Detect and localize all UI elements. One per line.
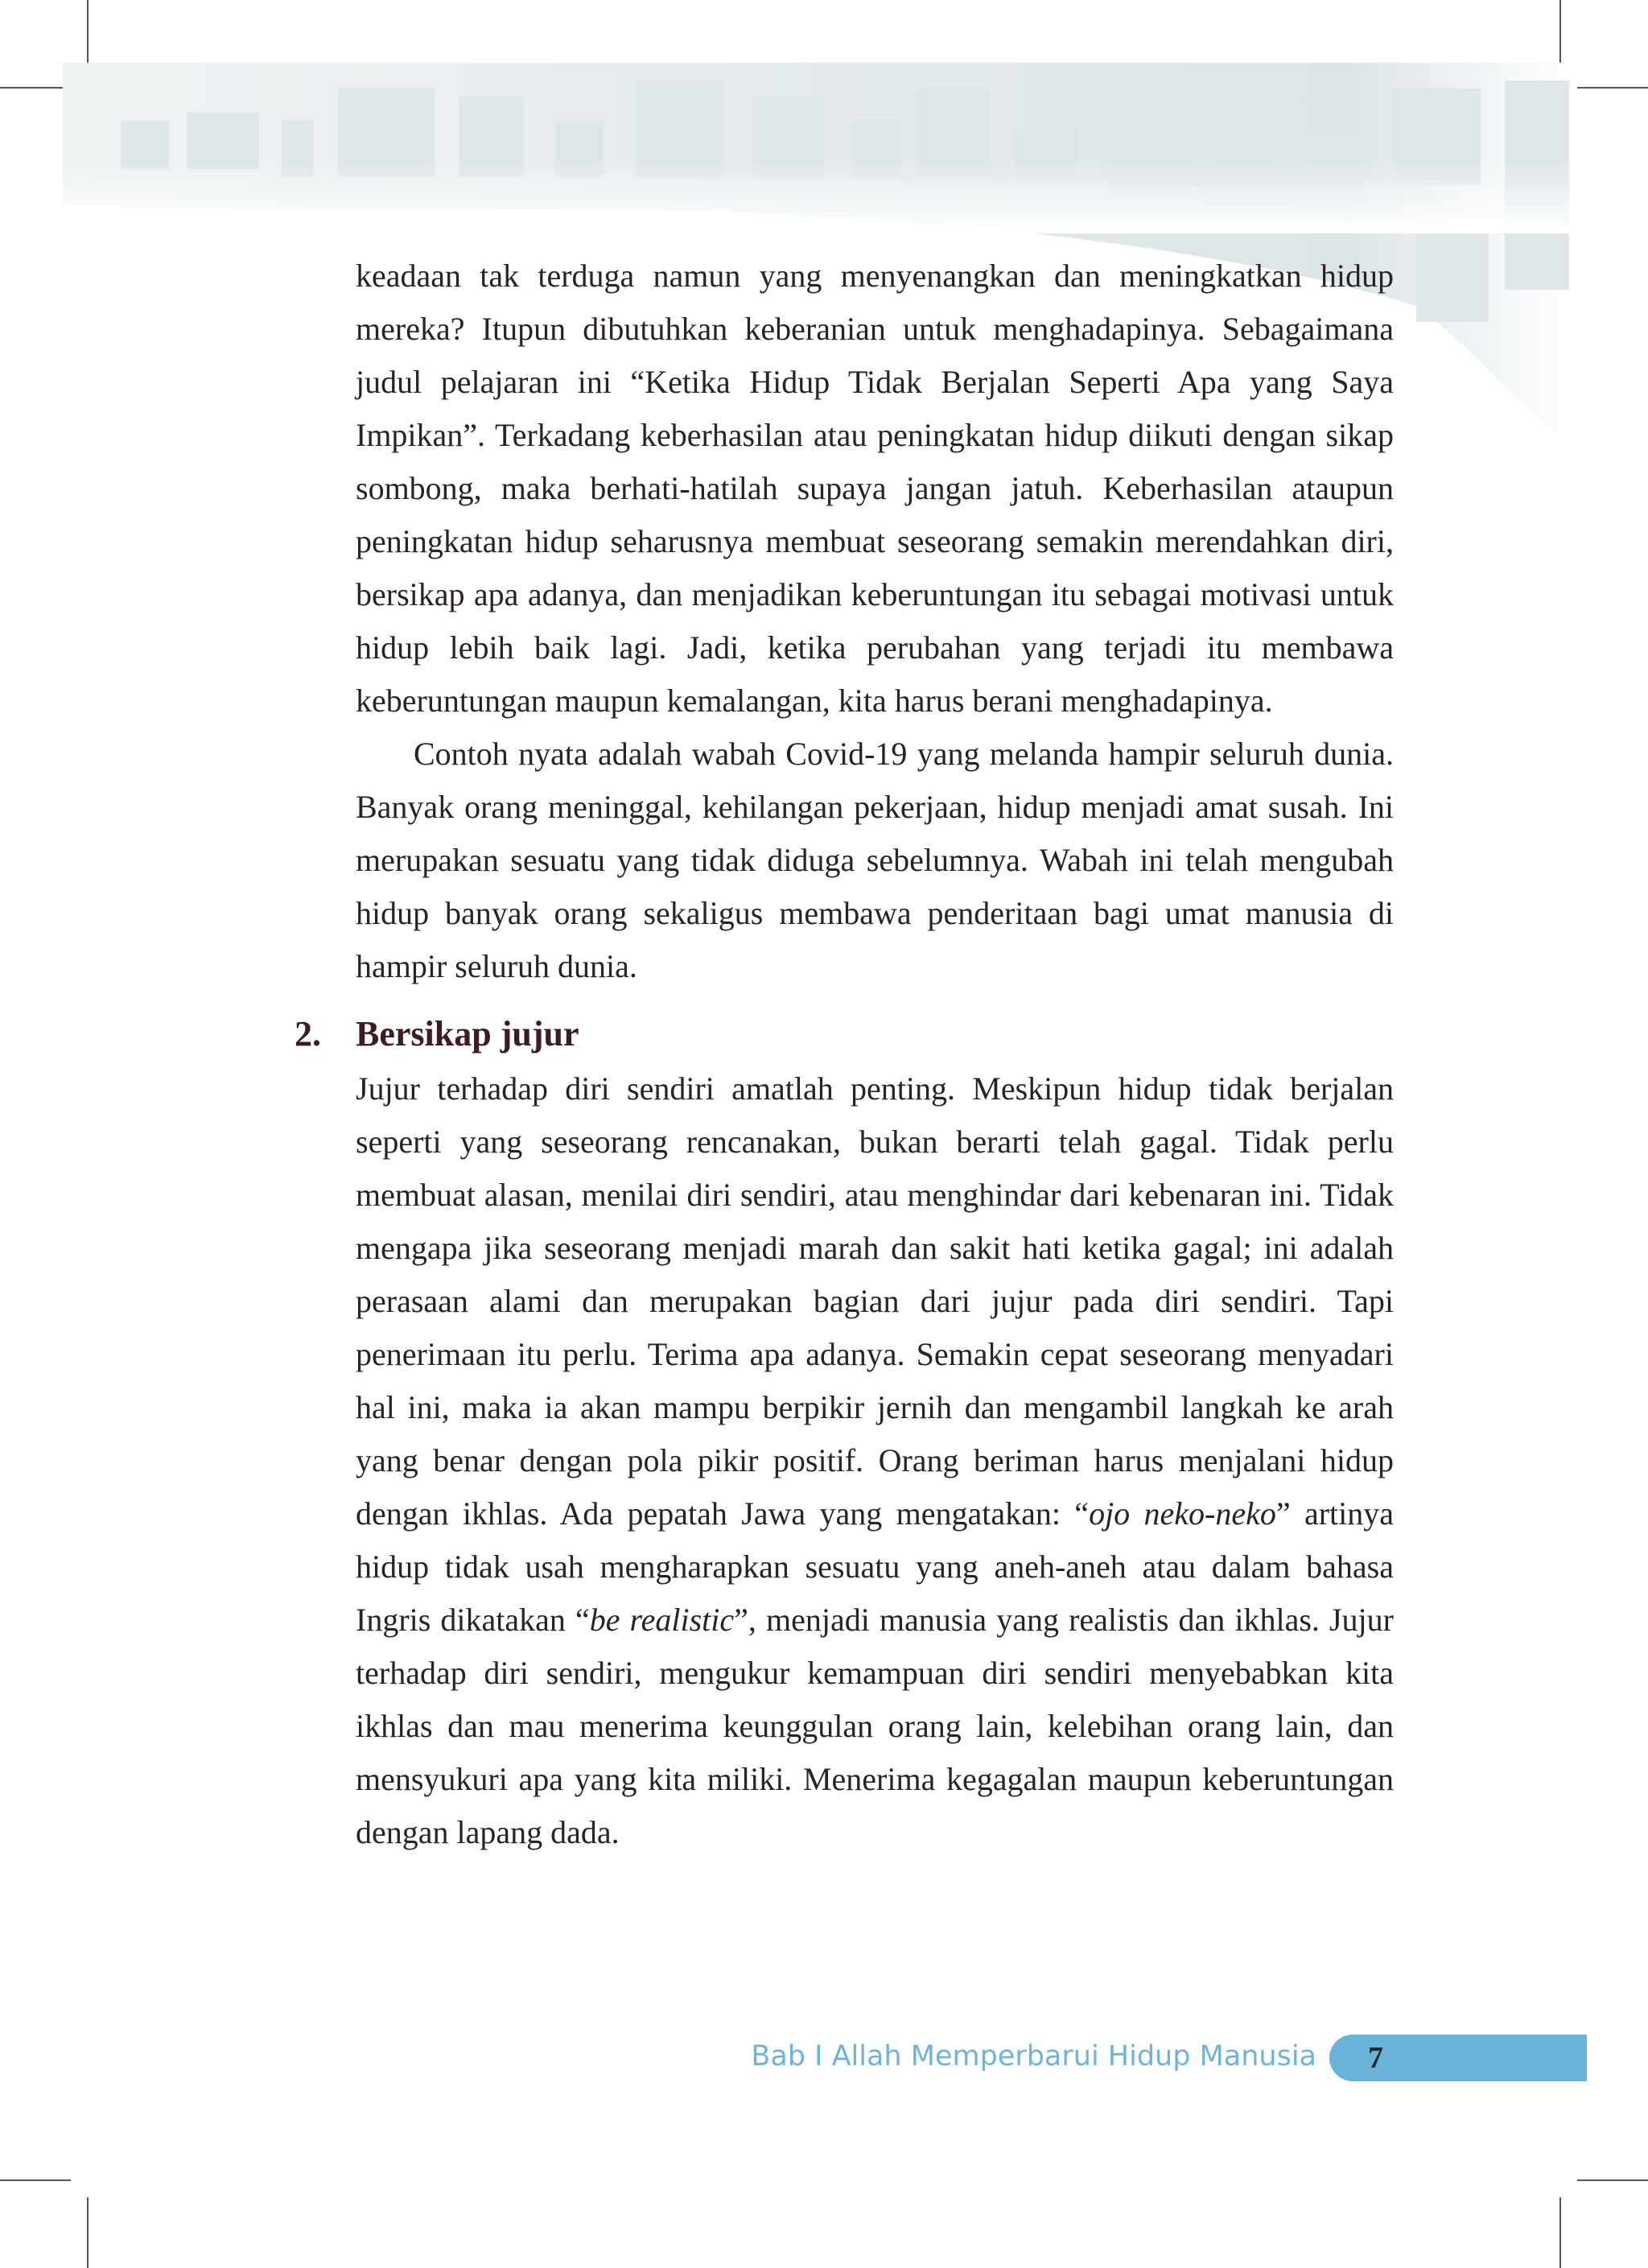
body-text-part-2: ” artinya hidup tidak usah mengharapkan sesuatu yang aneh-aneh atau dalam bahasa Ingris dikatakan “: [356, 1495, 1395, 1638]
crop-mark-bottom-left-v: [87, 2197, 89, 2268]
page-number: 7: [1368, 2041, 1383, 2075]
body-text-part-3: ”, menjadi manusia yang realistis dan ikhlas. Jujur terhadap diri sendiri, mengukur kemampuan diri sendiri menyebabkan kita ikhlas dan mau menerima keunggulan orang lain, kelebihan orang lain, dan mensyukuri apa yang kita miliki. Menerima kegagalan maupun keberuntungan dengan lapang dada.: [356, 1602, 1394, 1850]
paragraph-intro: keadaan tak terduga namun yang menyenangkan dan meningkatkan hidup mereka? Itupun dibutuhkan keberanian untuk menghadapinya. Sebagaimana judul pelajaran ini “Ketika Hidup Tidak Berjalan Seperti Apa yang Saya Impikan”. Terkadang keberhasilan atau peningkatan hidup diikuti dengan sikap sombong, maka berhati-hatilah supaya jangan jatuh. Keberhasilan ataupun peningkatan hidup seharusnya membuat seseorang semakin merendahkan diri, bersikap apa adanya, dan menjadikan keberuntungan itu sebagai motivasi untuk hidup lebih baik lagi. Jadi, ketika perubahan yang terjadi itu membawa keberuntungan maupun kemalangan, kita harus berani menghadapinya.: [356, 258, 1394, 719]
crop-mark-bottom-left-h: [0, 2179, 71, 2181]
footer-chapter-title: Bab I Allah Memperbarui Hidup Manusia: [751, 2040, 1316, 2072]
paragraph-covid-example: Contoh nyata adalah wabah Covid-19 yang melanda hampir seluruh dunia. Banyak orang meninggal, kehilangan pekerjaan, hidup menjadi amat susah. Ini merupakan sesuatu yang tidak diduga sebelumnya. Wabah ini telah mengubah hidup banyak orang sekaligus membawa penderitaan bagi umat manusia di hampir seluruh dunia.: [356, 736, 1394, 984]
section-heading: [295, 1006, 1394, 1062]
italic-phrase-ojo-neko-neko: ojo neko-neko: [1089, 1495, 1276, 1532]
section-title: Bersikap jujur: [356, 1014, 579, 1054]
crop-mark-bottom-right-v: [1559, 2197, 1561, 2268]
crop-mark-bottom-right-h: [1577, 2179, 1648, 2181]
italic-phrase-be-realistic: be realistic: [589, 1602, 735, 1638]
section-number: 2.: [295, 1014, 321, 1054]
paragraph-bersikap-jujur: [356, 1062, 1394, 1859]
body-text-part-1: Jujur terhadap diri sendiri amatlah penting. Meskipun hidup tidak berjalan seperti yang seseorang rencanakan, bukan berarti telah gagal. Tidak perlu membuat alasan, menilai diri sendiri, atau menghindar dari kebenaran ini. Tidak mengapa jika seseorang menjadi marah dan sakit hati ketika gagal; ini adalah perasaan alami dan merupakan bagian dari jujur pada diri sendiri. Tapi penerimaan itu perlu. Terima apa adanya. Semakin cepat seseorang menyadari hal ini, maka ia akan mampu berpikir jernih dan mengambil langkah ke arah yang benar dengan pola pikir positif. Orang beriman harus menjalani hidup dengan ikhlas. Ada pepatah Jawa yang mengatakan: “: [356, 1070, 1394, 1532]
main-content: [295, 249, 1395, 1859]
